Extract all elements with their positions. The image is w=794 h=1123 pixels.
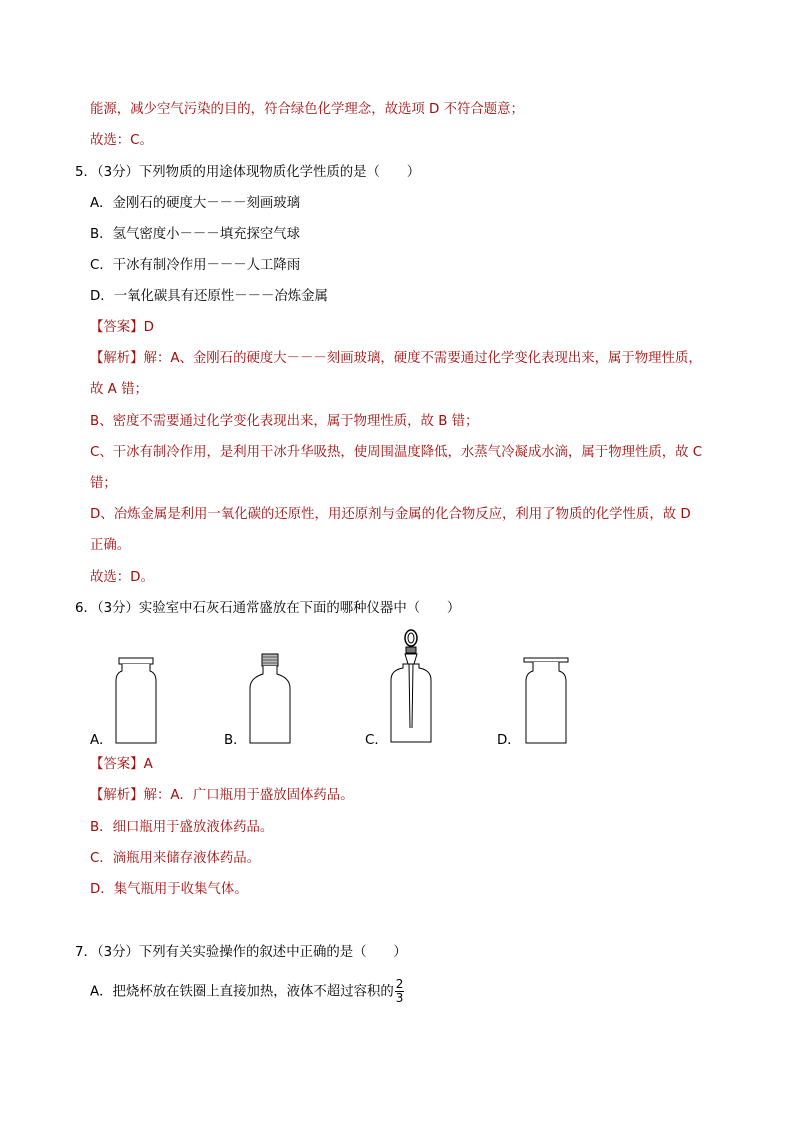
explanation-line: 【解析】解：A．广口瓶用于盛放固体药品。	[90, 788, 354, 803]
explanation-label: 【解析】	[90, 351, 144, 366]
answer-value: A	[143, 757, 153, 772]
wide-mouth-bottle-icon	[110, 655, 162, 747]
text-line: D．集气瓶用于收集气体。	[90, 882, 248, 897]
explanation-line: 【解析】解：A、金刚石的硬度大－－－刻画玻璃，硬度不需要通过化学变化表现出来，属于物理性质，	[90, 351, 702, 366]
fraction: $\frac{2}{3}$	[395, 977, 404, 1005]
text-line: 能源，减少空气污染的目的，符合绿色化学理念，故选项 D 不符合题意；	[90, 102, 524, 117]
option-b: B．氢气密度小－－－填充探空气球	[90, 227, 301, 242]
option-b-label: B．	[224, 733, 247, 748]
question-6: 6．（3分）实验室中石灰石通常盛放在下面的哪种仪器中（ ）	[75, 601, 461, 616]
text-line: 错；	[90, 476, 117, 491]
answer-line	[90, 318, 154, 338]
narrow-mouth-bottle-icon	[245, 652, 295, 747]
dropper-bottle-icon	[388, 628, 434, 746]
text-line: C、干冰有制冷作用，是利用干冰升华吸热，使周围温度降低，水蒸气冷凝成水滴，属于物理性质，故 C	[90, 445, 703, 460]
option-d: D．一氧化碳具有还原性－－－冶炼金属	[90, 289, 328, 304]
explanation-label: 【解析】	[90, 788, 144, 803]
text-line: B、密度不需要通过化学变化表现出来，属于物理性质，故 B 错；	[90, 414, 479, 429]
text-line: 故选：C。	[90, 133, 153, 148]
text-line: 故选：D。	[90, 570, 154, 585]
text-line: 正确。	[90, 538, 131, 553]
option-a: A．金刚石的硬度大－－－刻画玻璃	[90, 196, 301, 211]
option-a-label: A．	[90, 733, 113, 748]
option-c-label: C．	[365, 733, 388, 748]
text-line: D、冶炼金属是利用一氧化碳的还原性，用还原剂与金属的化合物反应，利用了物质的化学性质，故 D	[90, 507, 691, 522]
answer-label: 【答案】	[90, 320, 144, 335]
question-7: 7．（3分）下列有关实验操作的叙述中正确的是（ ）	[75, 945, 407, 960]
gas-collecting-bottle-icon	[520, 655, 572, 747]
option-c: C．干冰有制冷作用－－－人工降雨	[90, 258, 301, 273]
text-line: B．细口瓶用于盛放液体药品。	[90, 820, 274, 835]
text-line: 故 A 错；	[90, 382, 148, 397]
text-line: C．滴瓶用来储存液体药品。	[90, 851, 261, 866]
option-a: A．把烧杯放在铁圈上直接加热，液体不超过容积的 $\frac{2}{3}$	[90, 977, 404, 1005]
answer-label: 【答案】	[90, 757, 144, 772]
answer-line	[90, 755, 153, 775]
option-d-label: D．	[497, 733, 521, 748]
question-5: 5．（3分）下列物质的用途体现物质化学性质的是（ ）	[75, 165, 421, 180]
answer-value: D	[143, 320, 154, 335]
